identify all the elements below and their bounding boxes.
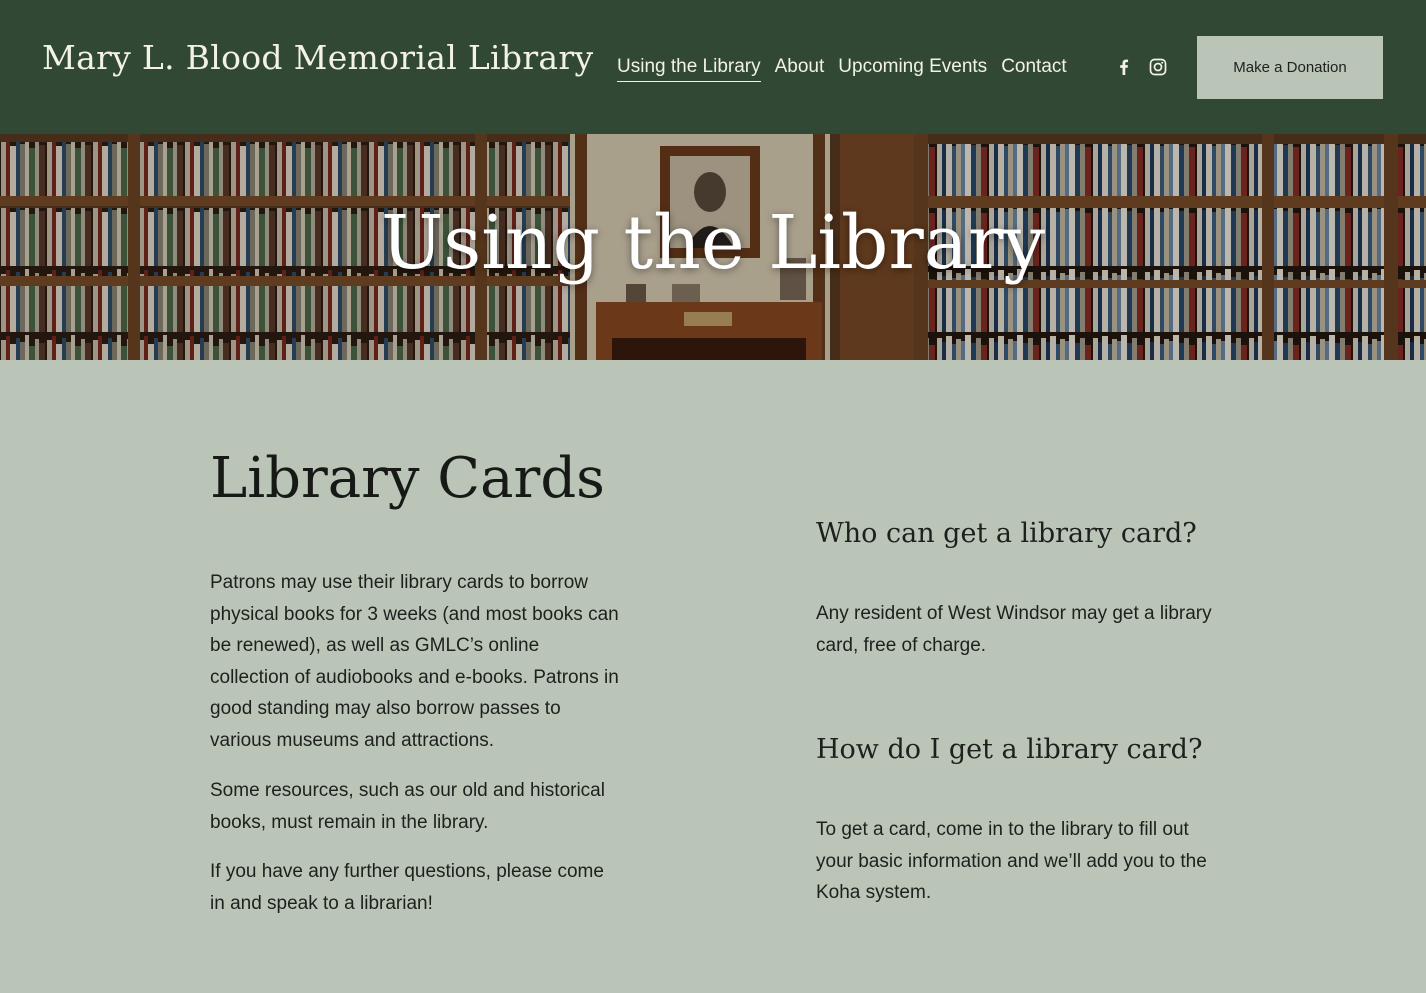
how-to-get-card-heading: How do I get a library card? <box>816 734 1203 765</box>
hero-banner <box>0 134 1426 360</box>
nav-using-the-library[interactable]: Using the Library <box>617 55 761 82</box>
library-cards-heading: Library Cards <box>210 446 605 511</box>
site-header <box>0 0 1426 134</box>
nav-about[interactable]: About <box>774 56 825 77</box>
who-can-get-card-answer: Any resident of West Windsor may get a library card, free of charge. <box>816 603 1212 656</box>
nav-upcoming-events[interactable]: Upcoming Events <box>838 56 988 77</box>
questions-paragraph: If you have any further questions, please come in and speak to a librarian! <box>210 861 604 914</box>
site-title[interactable]: Mary L. Blood Memorial Library <box>42 38 594 77</box>
instagram-icon[interactable] <box>1147 56 1169 78</box>
borrowing-paragraph: Patrons may use their library cards to borrow physical books for 3 weeks (and most books can be renewed), as well as GMLC’s online collection of audiobooks and e-books. Patrons in good standing may also borrow passes to various museums and attractions. <box>210 572 619 751</box>
how-to-get-card-answer: To get a card, come in to the library to fill out your basic information and we’ll add you to the Koha system. <box>816 819 1207 904</box>
who-can-get-card-heading: Who can get a library card? <box>816 518 1197 549</box>
resources-paragraph: Some resources, such as our old and historical books, must remain in the library. <box>210 780 605 833</box>
nav-contact[interactable]: Contact <box>1001 56 1067 77</box>
make-a-donation-button[interactable]: Make a Donation <box>1197 36 1383 99</box>
hero-title: Using the Library <box>380 200 1046 286</box>
main-nav <box>617 55 1067 82</box>
facebook-icon[interactable] <box>1113 56 1135 78</box>
